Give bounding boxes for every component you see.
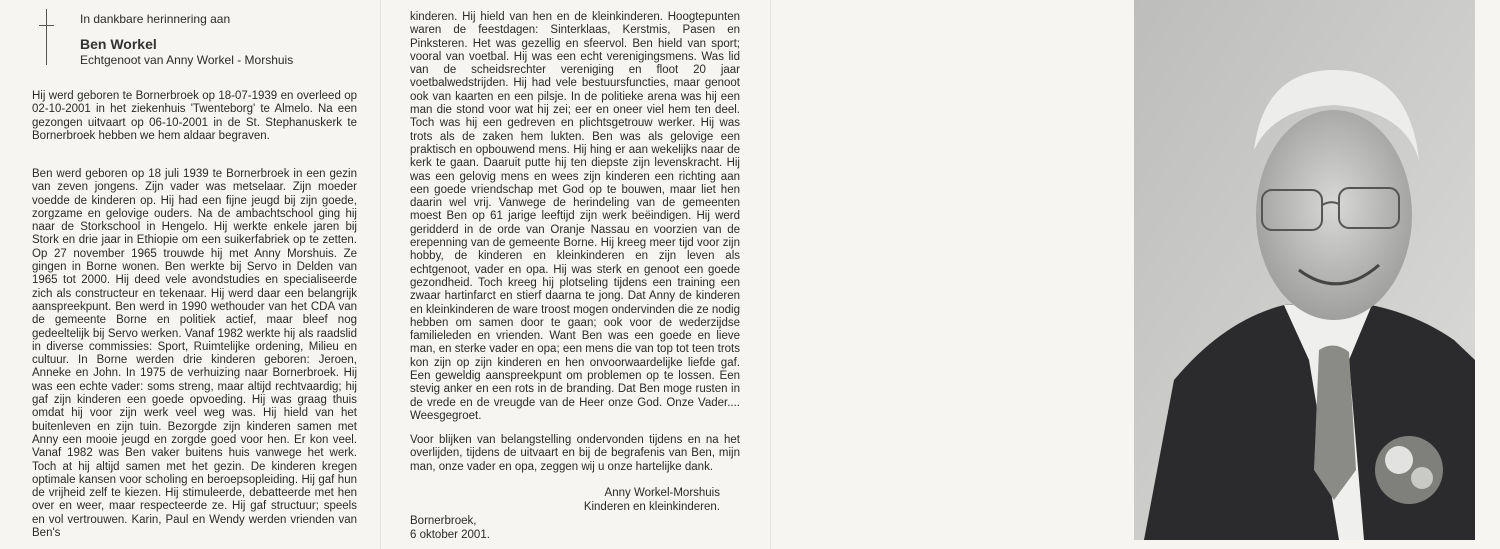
deceased-name: Ben Workel (80, 36, 157, 52)
paragraph-dates: Hij werd geboren te Bornerbroek op 18-07-1939 en overleed op 02-10-2001 in het ziekenhuis 'Twenteborg' te Almelo. Na een gezongen uitvaart op 06-10-2001 in de St. Stephanuskerk te Bornerbroek hebben we hem aldaar begraven. (32, 90, 357, 142)
signature (584, 487, 720, 514)
portrait-photo (1134, 0, 1475, 540)
place-date (410, 515, 490, 542)
paragraph-biography: Ben werd geboren op 18 juli 1939 te Bornerbroek in een gezin van zeven jongens. Zijn vader was metselaar. Zijn moeder voedde de kinderen op. Hij had een fijne jeugd bij zijn goede, zorgzame en gelovige ouders. Na de ambachtschool ging hij naar de Storkschool in Hengelo. Hij werkte enkele jaren bij Stork en drie jaar in Ethiopie om een suikerfabriek op te zetten. Op 27 november 1965 trouwde hij met Anny Morshuis. Ze gingen in Borne wonen. Ben werkte bij Servo in Delden van 1965 tot 2000. Hij deed vele avondstudies en specialiseerde zich als constructeur en tekenaar. Hij werd daar een belangrijk aanspreekpunt. Ben werd in 1990 wethouder van het CDA van de gemeente Borne en politiek actief, maar bleef nog gedeeltelijk bij Servo werken. Vanaf 1982 werkte hij als raadslid in diverse commissies: Sport, Ruimtelijke ordening, Milieu en cultuur. In Borne werden drie kinderen geboren: Jeroen, Anneke en John. In 1975 de verhuizing naar Bornerbroek. Hij was een echte vader: soms streng, maar altijd rechtvaardig; hij gaf zijn kinderen een goede opvoeding. Hij was graag thuis omdat hij voor zijn werk veel weg was. Hij hield van het buitenleven en zijn tuin. Bezorgde zijn kinderen samen met Anny een mooie jeugd en zorgde goed voor hen. Er kon veel. Vanaf 1982 was Ben vaker buitens huis vanwege het werk. Toch at hij altijd samen met het gezin. De kinderen kregen optimale kansen voor scholing en beroepsopleiding. Hij gaf hun de vrijheid zelf te kiezen. Hij stimuleerde, debatteerde met hen over en weer, maar respecteerde ze. Hij gaf structuur; speels en vol vertrouwen. Karin, Paul en Wendy werden vrienden van Ben's (32, 168, 357, 540)
signature-family: Kinderen en kleinkinderen. (583, 500, 720, 513)
spouse-line: Echtgenoot van Anny Workel - Morshuis (80, 53, 294, 67)
intro-text: In dankbare herinnering aan (80, 12, 231, 26)
signature-name: Anny Workel-Morshuis (604, 487, 720, 499)
cross-icon (39, 9, 54, 65)
date: 6 oktober 2001. (410, 528, 490, 541)
middle-panel (380, 0, 770, 549)
paragraph-biography-continued: kinderen. Hij hield van hen en de kleinkinderen. Hoogtepunten waren de feestdagen: Sinterklaas, Kerstmis, Pasen en Pinksteren. Het was gezellig en sfeervol. Ben hield van sport; vooral van voetbal. Hij was een echt verenigingsmens. Was lid van de scheidsrechter vereniging en floot 20 jaar voetbalwedstrijden. Hij had vele bestuursfuncties, maar genoot ook van kaarten en een pilsje. In de politieke arena was hij een man die stond voor wat hij zei; eer en oneer viel hem ten deel. Toch was hij een gedreven en plichtsgetrouw werker. Hij was trots als de zaken hem lukten. Ben was als gelovige een praktisch en opbouwend mens. Hij hing er aan wekelijks naar de kerk te gaan. Daaruit putte hij ten diepste zijn levenskracht. Hij was een gelovig mens en wees zijn kinderen een richting aan een goede vriendschap met God op te bouwen, maar liet hen daarin wel vrij. Vanwege de herindeling van de gemeenten moest Ben op 61 jarige leeftijd zijn werk beëindigen. Hij werd geridderd in de orde van Oranje Nassau en voorzien van de erepenning van de gemeente Borne. Hij kreeg meer tijd voor zijn hobby, de kinderen en kleinkinderen en zijn leven als echtgenoot, vader en opa. Hij was sterk en genoot een goede gezondheid. Toch kreeg hij plotseling tijdens een training een zwaar hartinfarct en stierf daarna te jong. Dat Anny de kinderen en kleinkinderen de ware troost mogen ondervinden die ze nodig hebben om samen door te gaan; ook voor de wederzijdse familieleden en vrienden. Want Ben was een goede en lieve man, en sterke vader en opa; een mens die van top tot teen trots kon zijn op zijn kinderen en hen onvoorwaardelijke liefde gaf. Een geweldig aanspreekpunt om problemen op te lossen. Een stevig anker en een rots in de branding. Dat Ben moge rusten in de vrede en de vreugde van de Heer onze God. Onze Vader.... Weesgegroet. (410, 11, 740, 422)
left-panel (0, 0, 380, 549)
place: Bornerbroek, (410, 515, 477, 527)
paragraph-thanks: Voor blijken van belangstelling ondervonden tijdens en na het overlijden, tijdens de uitvaart en bij de begrafenis van Ben, mijn man, onze vader en opa, zeggen wij u onze hartelijke dank. (410, 434, 740, 473)
